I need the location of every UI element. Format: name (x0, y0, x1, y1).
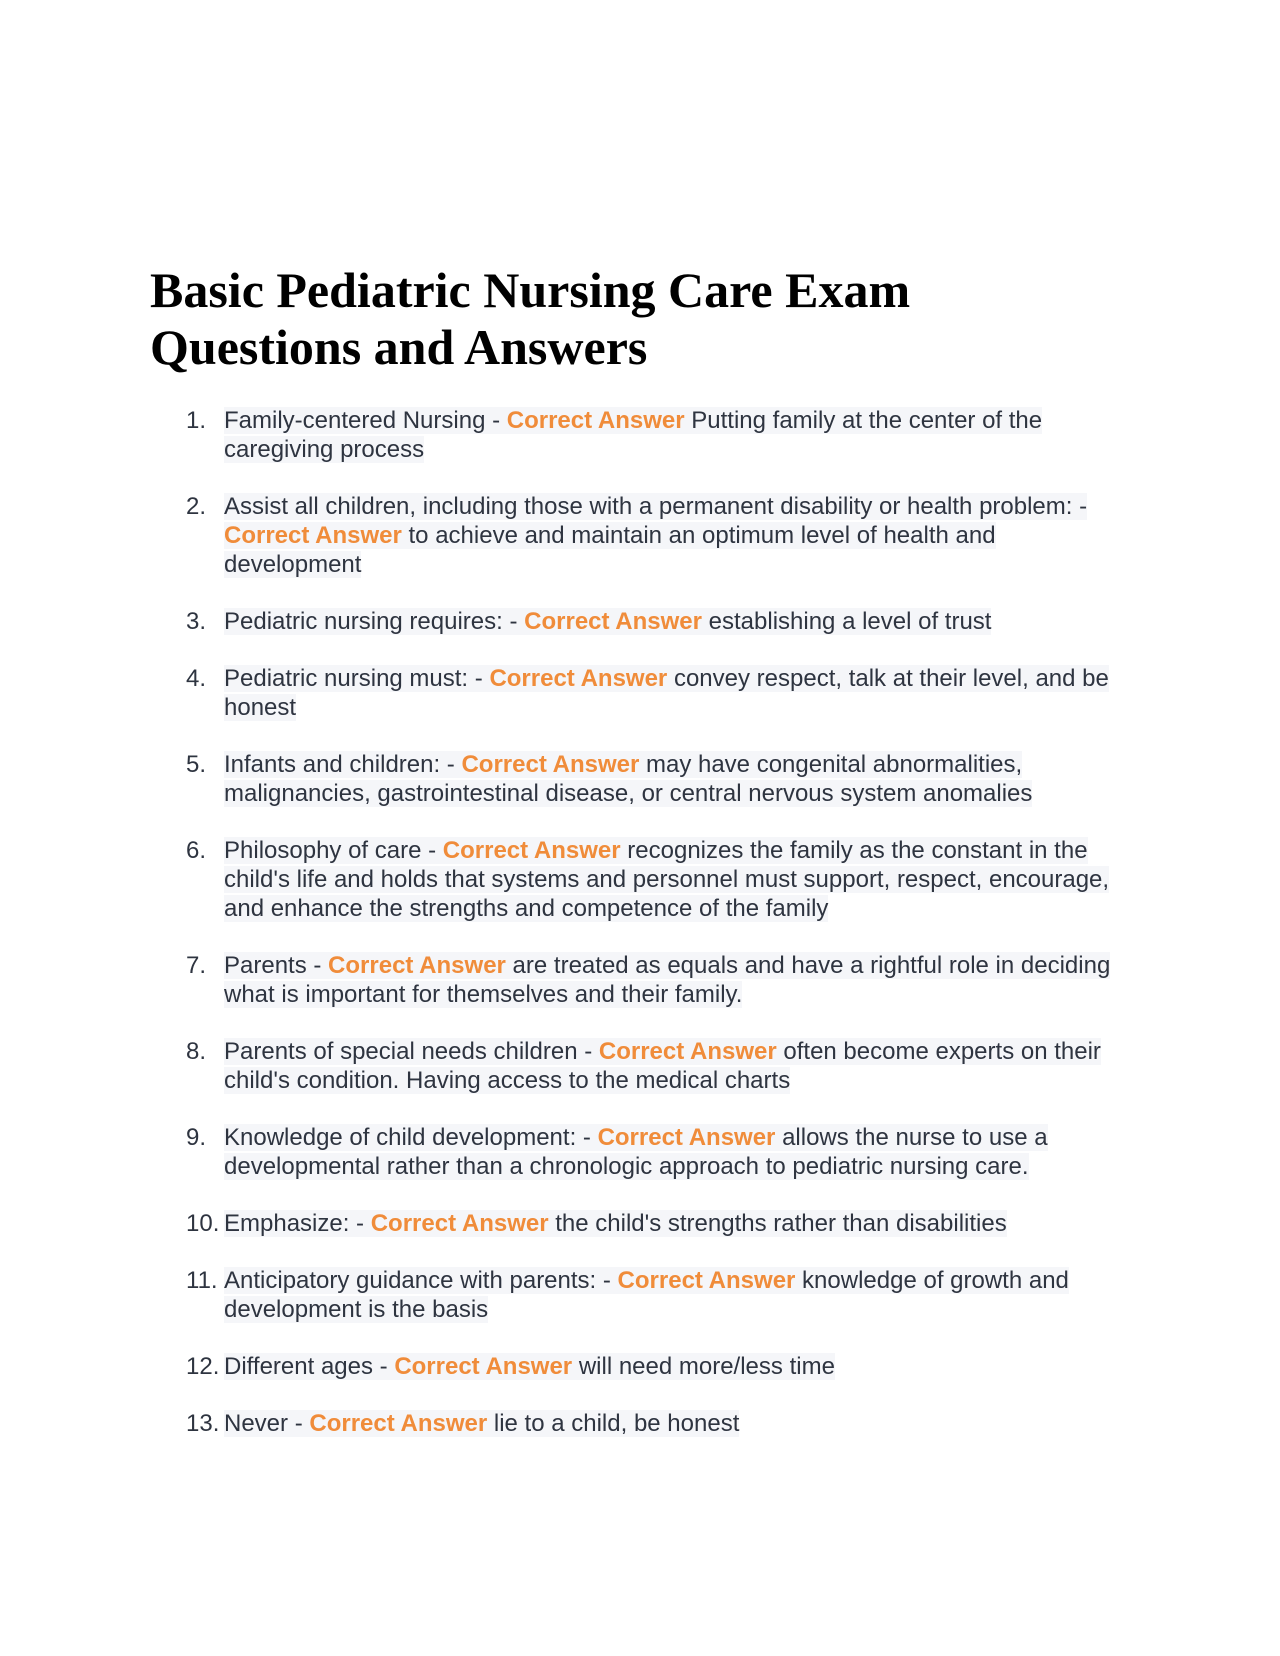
list-item-number: 11. (186, 1267, 218, 1294)
list-item-text (224, 837, 1109, 922)
correct-answer-label: Correct Answer (489, 665, 668, 692)
correct-answer-label: Correct Answer (224, 522, 402, 549)
correct-answer-label: Correct Answer (328, 952, 506, 979)
list-item (150, 1409, 1130, 1438)
list-item (150, 664, 1130, 722)
answer-text: lie to a child, be honest (487, 1410, 740, 1437)
answer-text: allows the nurse to use a developmental rather than a chronologic approach to pediatric nursing care. (224, 1124, 1048, 1180)
correct-answer-label: Correct Answer (524, 608, 702, 635)
list-item-number: 2. (186, 493, 207, 520)
list-item-text (224, 665, 1109, 721)
correct-answer-label: Correct Answer (617, 1267, 796, 1294)
qa-list (150, 406, 1130, 1438)
answer-text: recognizes the family as the constant in the child's life and holds that systems and personnel must support, respect, encourage, and enhance the strengths and competence of the family (224, 837, 1110, 922)
answer-text: are treated as equals and have a rightful role in deciding what is important for themselves and their family. (224, 952, 1111, 1008)
list-item-text (224, 407, 1042, 463)
list-item-text (224, 493, 1087, 578)
correct-answer-label: Correct Answer (597, 1124, 776, 1151)
list-item-text (224, 751, 1032, 807)
answer-text: to achieve and maintain an optimum level of health and development (224, 522, 996, 578)
answer-text: convey respect, talk at their level, and be honest (224, 665, 1109, 721)
list-item (150, 1123, 1130, 1181)
question-text: Philosophy of care - (224, 837, 443, 864)
list-item (150, 951, 1130, 1009)
list-item (150, 1209, 1130, 1238)
list-item-number: 4. (186, 665, 207, 692)
list-item-number: 5. (186, 751, 207, 778)
answer-text: the child's strengths rather than disabilities (548, 1210, 1007, 1237)
question-text: Assist all children, including those with a permanent disability or health problem: - (224, 493, 1088, 520)
list-item-text (224, 1038, 1101, 1094)
list-item-text (224, 608, 991, 635)
question-text: Emphasize: - (224, 1210, 371, 1237)
list-item-text (224, 1210, 1007, 1237)
list-item-text (224, 952, 1110, 1008)
answer-text: Putting family at the center of the caregiving process (224, 407, 1043, 463)
correct-answer-label: Correct Answer (506, 407, 685, 434)
list-item (150, 836, 1130, 923)
list-item-text (224, 1410, 739, 1437)
question-text: Family-centered Nursing - (224, 407, 507, 434)
correct-answer-label: Correct Answer (442, 837, 621, 864)
list-item-number: 6. (186, 837, 207, 864)
correct-answer-label: Correct Answer (461, 751, 640, 778)
list-item (150, 1037, 1130, 1095)
list-item-number: 9. (186, 1124, 207, 1151)
correct-answer-label: Correct Answer (598, 1038, 777, 1065)
list-item-number: 10. (186, 1210, 220, 1237)
list-item (150, 406, 1130, 464)
question-text: Knowledge of child development: - (224, 1124, 598, 1151)
list-item-number: 3. (186, 608, 207, 635)
list-item (150, 1352, 1130, 1381)
answer-text: may have congenital abnormalities, malignancies, gastrointestinal disease, or central nervous system anomalies (224, 751, 1033, 807)
correct-answer-label: Correct Answer (370, 1210, 549, 1237)
list-item-number: 8. (186, 1038, 207, 1065)
list-item-text (224, 1124, 1048, 1180)
answer-text: often become experts on their child's condition. Having access to the medical charts (224, 1038, 1101, 1094)
question-text: Parents - (224, 952, 329, 979)
list-item-text (224, 1267, 1069, 1323)
answer-text: establishing a level of trust (701, 608, 992, 635)
question-text: Parents of special needs children - (224, 1038, 599, 1065)
list-item (150, 492, 1130, 579)
correct-answer-label: Correct Answer (394, 1353, 573, 1380)
answer-text: will need more/less time (572, 1353, 835, 1380)
question-text: Different ages - (224, 1353, 395, 1380)
question-text: Pediatric nursing must: - (224, 665, 490, 692)
answer-text: knowledge of growth and development is the basis (224, 1267, 1069, 1323)
list-item-number: 7. (186, 952, 207, 979)
document-page (150, 262, 1130, 1466)
list-item (150, 607, 1130, 636)
list-item (150, 1266, 1130, 1324)
question-text: Infants and children: - (224, 751, 462, 778)
list-item (150, 750, 1130, 808)
list-item-text (224, 1353, 835, 1380)
list-item-number: 13. (186, 1410, 220, 1437)
list-item-number: 12. (186, 1353, 220, 1380)
correct-answer-label: Correct Answer (309, 1410, 488, 1437)
question-text: Anticipatory guidance with parents: - (224, 1267, 618, 1294)
document-title: Basic Pediatric Nursing Care Exam Questions and Answers (150, 262, 911, 375)
list-item-number: 1. (186, 407, 207, 434)
question-text: Pediatric nursing requires: - (224, 608, 525, 635)
question-text: Never - (224, 1410, 310, 1437)
